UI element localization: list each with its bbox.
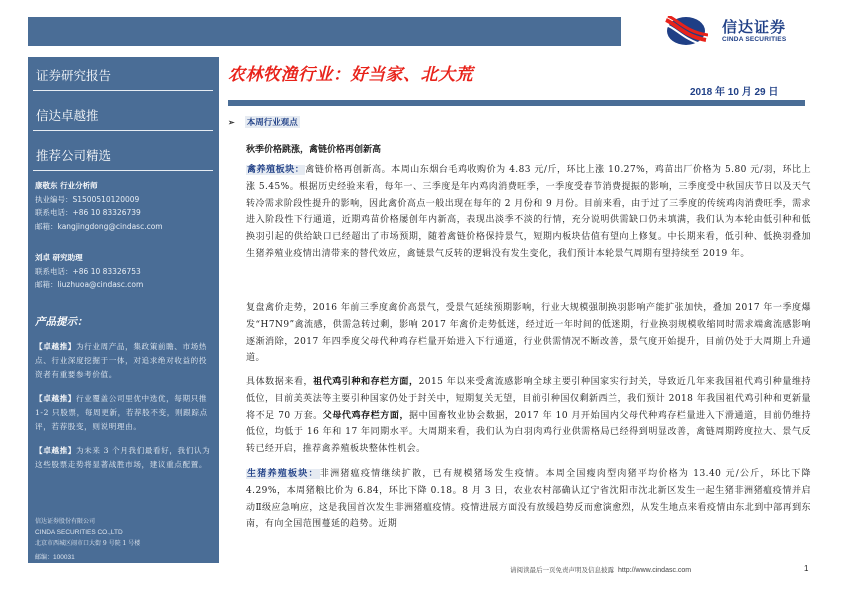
assistant-name: 刘卓 研究助理 <box>35 253 83 262</box>
company-name-cn: 信达证券股份有限公司 <box>35 518 96 525</box>
report-title: 农林牧渔行业：好当家、北大荒 <box>228 65 473 85</box>
footer <box>510 565 691 574</box>
top-banner <box>28 17 621 46</box>
paragraph-breeding-data: 具体数据来看，祖代鸡引种和存栏方面，2015 年以来受禽流感影响全球主要引种国家实行封关，导致近几年来我国祖代鸡引种量维持低位，目前美英法等主要引种国家仍处于封关中，短期复关无望，目前引种国仅剩新西兰，我们预计 2018 年我国祖代鸡引种和更新量将不足 70 万套。父母代鸡存栏方面，据中国畜牧业协会数据，2017 年 10 月开始国内父母代种鸡存栏量进入下滑通道，目前仍维持低位，均低于 16 年和 17 年同期水平。大周期来看，我们认为白羽肉鸡行业供需格局已经得到明显改善，禽链周期跨度拉大、景气反转已经开启，推荐禽养殖板块整体性机会。 <box>246 377 811 455</box>
sub-heading: 秋季价格跳涨，禽链价格再创新高 <box>246 145 382 155</box>
section-heading <box>228 116 300 128</box>
logo-en-text: CINDA SECURITIES <box>722 35 787 43</box>
sidebar-item-featured-companies[interactable]: 推荐公司精选 <box>33 143 213 171</box>
report-date: 2018 年 10 月 29 日 <box>690 87 779 98</box>
product-note: 【卓越推】行业覆盖公司里优中选优，每期只推 1-2 只股票，每周更新，若荐股不变，则跟踪点评，若荐股变，则说明理由。 <box>35 394 208 431</box>
arrow-bullet-icon: ➢ <box>228 117 235 127</box>
sidebar-item-cinda-top-picks[interactable]: 信达卓越推 <box>33 103 213 131</box>
paragraph-poultry: 禽养殖板块：禽链价格再创新高。本周山东烟台毛鸡收购价为 4.83 元/斤，环比上涨 10.27%，鸡苗出厂价格为 5.80 元/羽，环比上涨 5.45%。根据历史经验来看，每年一、三季度是年内鸡肉消费旺季，一季度受春节消费提振的影响，三季度受中秋国庆节日以及天气转冷需求阶段性提升的影响，因此禽价高点一般出现在每年的 2 月份和 9 月份。目前来看，由于过了三季度的传统鸡肉消费旺季，需求进入阶段性下行通道，近期鸡苗价格屡创年内新高，表现出淡季不淡的行情，充分说明供需缺口仍未填满，我们认为本轮由低引种和低换羽引起的供给缺口已经超出了市场预期，随着禽链价格保持景气，短期内板块估值有望向上修复。中长期来看，低引种、低换羽叠加生猪养殖业疫情出清带来的替代效应，禽链景气反转的逻辑没有发生变化，我们预计本轮景气周期有望持续至 2019 年。 <box>246 165 811 259</box>
assistant-email: 邮箱：liuzhuoa@cindasc.com <box>35 280 144 289</box>
company-name-en: CINDA SECURITIES CO.,LTD <box>35 529 123 536</box>
analyst-name: 康敬东 行业分析师 <box>35 181 98 190</box>
analyst-license: 执业编号：S1500510120009 <box>35 194 140 204</box>
title-divider-bar <box>228 100 805 106</box>
analyst-phone: 联系电话：+86 10 83326739 <box>35 208 141 217</box>
assistant-card <box>35 251 143 292</box>
section-title: 本周行业观点 <box>246 118 298 128</box>
product-hint-title: 产品提示： <box>35 316 88 328</box>
paragraph-price-review: 复盘禽价走势，2016 年前三季度禽价高景气，受景气延续预期影响，行业大规模强制换羽影响产能扩张加快，叠加 2017 年一季度爆发“H7N9”禽流感，供需急转过剩，影响 2017 年禽价走势低迷，经过近一年时间的低迷期，行业换羽规模收缩同时需求端禽流感影响逐渐消除，2017 年四季度父母代种鸡存栏量开始进入下行通道，行业供需情况不断改善，景气度开始提升，目前仍处于大周期上升通道。 <box>246 303 811 364</box>
analyst-email: 邮箱：kangjingdong@cindasc.com <box>35 221 163 231</box>
cinda-logo-mark-icon <box>664 16 708 46</box>
sidebar <box>28 57 219 563</box>
company-postcode: 邮编：100031 <box>35 554 75 561</box>
page-number: 1 <box>804 564 809 573</box>
footer-url-link[interactable]: http://www.cindasc.com <box>618 567 692 574</box>
analyst-card <box>35 179 163 233</box>
footer-disclaimer: 请阅读最后一页免责声明及信息披露 <box>510 566 614 574</box>
paragraph-lead: 禽养殖板块： <box>247 165 305 175</box>
paragraph-hog: 生猪养殖板块：非洲猪瘟疫情继续扩散，已有规模猪场发生疫情。本周全国瘦肉型肉猪平均价格为 13.40 元/公斤，环比下降 4.29%，本周猪粮比价为 6.84，环比下降 0.18。8 月 3 日，农业农村部确认辽宁省沈阳市沈北新区发生一起生猪非洲猪瘟疫情并启动Ⅱ级应急响应，这是我国首次发生非洲猪瘟疫情。疫情进展方面没有放缓趋势反而愈演愈烈，从发生地点来看疫情由东北到中部再到东南，有向全国范围蔓延的趋势。近期 <box>246 469 812 530</box>
product-note: 【卓越推】为行业周产品，集政策前瞻、市场热点、行业深度挖掘于一体，对追求绝对收益的投资者有重要参考价值。 <box>35 342 208 379</box>
paragraph-lead: 生猪养殖板块： <box>247 469 319 479</box>
company-info <box>35 516 140 563</box>
product-note: 【卓越推】为未来 3 个月我们最看好，我们认为这些股票走势将显著战胜市场，建议重点配置。 <box>35 446 211 469</box>
logo-cn-text: 信达证券 <box>722 17 787 36</box>
company-address: 北京市西城区闹市口大街 9 号院 1 号楼 <box>35 540 141 547</box>
sidebar-item-research-report[interactable]: 证券研究报告 <box>33 63 213 91</box>
cinda-logo <box>664 16 814 46</box>
assistant-phone: 联系电话：+86 10 83326753 <box>35 266 141 276</box>
